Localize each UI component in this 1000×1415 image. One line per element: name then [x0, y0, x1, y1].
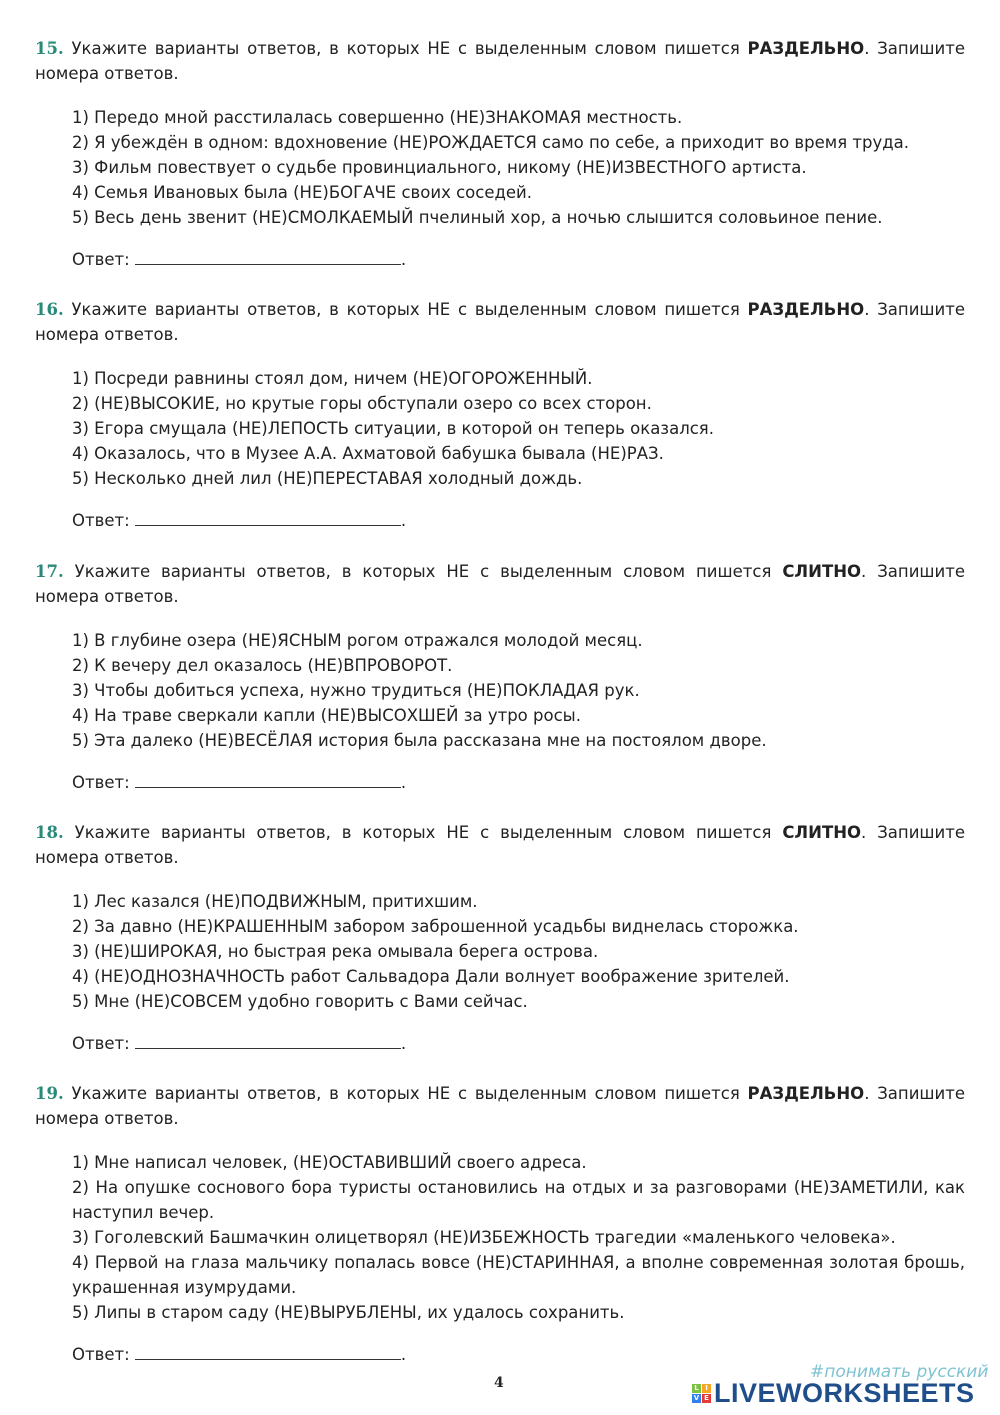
option-item: 3) Чтобы добиться успеха, нужно трудиться (НЕ)ПОКЛАДАЯ рук. — [72, 681, 640, 700]
option-item: 4) Оказалось, что в Музее А.А. Ахматовой бабушка бывала (НЕ)РАЗ. — [72, 444, 664, 463]
logo-text: LIVEWORKSHEETS — [714, 1378, 975, 1408]
option-item: 3) (НЕ)ШИРОКАЯ, но быстрая река омывала берега острова. — [72, 942, 599, 961]
option-item: 3) Фильм повествует о судьбе провинциального, никому (НЕ)ИЗВЕСТНОГО артиста. — [72, 158, 807, 177]
prompt-keyword: РАЗДЕЛЬНО — [747, 300, 865, 319]
answer-options — [35, 628, 965, 753]
answer-label: Ответ: — [72, 511, 130, 530]
option-item: 2) К вечеру дел оказалось (НЕ)ВПРОВОРОТ. — [72, 656, 453, 675]
answer-row — [35, 1031, 965, 1056]
question-15 — [35, 36, 965, 272]
question-number: 16. — [35, 300, 64, 319]
prompt-keyword: СЛИТНО — [782, 562, 862, 581]
option-item: 3) Гоголевский Башмачкин олицетворял (НЕ)ИЗБЕЖНОСТЬ трагедии «маленького человека». — [72, 1228, 896, 1247]
option-item: 1) Лес казался (НЕ)ПОДВИЖНЫМ, притихшим. — [72, 892, 478, 911]
hashtag: #понимать русский — [810, 1362, 989, 1382]
option-item: 1) Посреди равнины стоял дом, ничем (НЕ)ОГОРОЖЕННЫЙ. — [72, 369, 593, 388]
question-16 — [35, 297, 965, 533]
answer-input-line[interactable] — [135, 771, 401, 788]
question-prompt — [35, 820, 965, 870]
option-item: 4) На траве сверкали капли (НЕ)ВЫСОХШЕЙ за утро росы. — [72, 706, 581, 725]
option-item: 4) (НЕ)ОДНОЗНАЧНОСТЬ работ Сальвадора Дали волнует воображение зрителей. — [72, 967, 790, 986]
question-number: 15. — [35, 39, 64, 58]
question-number: 18. — [35, 823, 64, 842]
question-19 — [35, 1081, 965, 1367]
answer-end: . — [400, 511, 407, 530]
answer-row — [35, 247, 965, 272]
question-prompt — [35, 1081, 965, 1131]
answer-label: Ответ: — [72, 773, 130, 792]
question-18 — [35, 820, 965, 1056]
liveworksheets-logo — [692, 1378, 975, 1409]
question-prompt — [35, 36, 965, 86]
prompt-text-end: . Запишите номера ответов. — [35, 823, 966, 867]
option-item: 2) Я убеждён в одном: вдохновение (НЕ)РОЖДАЕТСЯ само по себе, а приходит во время труда. — [72, 133, 910, 152]
option-item: 2) На опушке соснового бора туристы остановились на отдых и за разговорами (НЕ)ЗАМЕТИЛИ, как наступил вечер. — [72, 1178, 965, 1222]
question-number: 17. — [35, 562, 64, 581]
logo-cubes-icon: L I V E — [692, 1384, 711, 1403]
answer-options — [35, 105, 965, 230]
question-prompt — [35, 297, 965, 347]
option-item: 1) Мне написал человек, (НЕ)ОСТАВИВШИЙ своего адреса. — [72, 1153, 587, 1172]
prompt-keyword: РАЗДЕЛЬНО — [747, 39, 865, 58]
answer-label: Ответ: — [72, 250, 130, 269]
prompt-text: Укажите варианты ответов, в которых НЕ с выделенным словом пишется — [63, 823, 783, 842]
prompt-text: Укажите варианты ответов, в которых НЕ с выделенным словом пишется — [63, 562, 783, 581]
answer-label: Ответ: — [72, 1345, 130, 1364]
option-item: 5) Несколько дней лил (НЕ)ПЕРЕСТАВАЯ холодный дождь. — [72, 469, 583, 488]
option-item: 2) (НЕ)ВЫСОКИЕ, но крутые горы обступали озеро со всех сторон. — [72, 394, 652, 413]
answer-input-line[interactable] — [135, 1032, 401, 1049]
answer-row — [35, 770, 965, 795]
prompt-text-end: . Запишите номера ответов. — [35, 39, 965, 83]
answer-label: Ответ: — [72, 1034, 130, 1053]
prompt-keyword: СЛИТНО — [782, 823, 862, 842]
answer-options — [35, 366, 965, 491]
prompt-text-end: . Запишите номера ответов. — [35, 300, 965, 344]
prompt-text: Укажите варианты ответов, в которых НЕ с выделенным словом пишется — [63, 1084, 748, 1103]
answer-end: . — [400, 250, 407, 269]
answer-input-line[interactable] — [135, 248, 401, 265]
question-number: 19. — [35, 1084, 64, 1103]
option-item: 5) Липы в старом саду (НЕ)ВЫРУБЛЕНЫ, их удалось сохранить. — [72, 1303, 625, 1322]
option-item: 5) Мне (НЕ)СОВСЕМ удобно говорить с Вами сейчас. — [72, 992, 528, 1011]
option-item: 5) Эта далеко (НЕ)ВЕСЁЛАЯ история была рассказана мне на постоялом дворе. — [72, 731, 767, 750]
option-item: 2) За давно (НЕ)КРАШЕННЫМ забором заброшенной усадьбы виднелась сторожка. — [72, 917, 799, 936]
answer-input-line[interactable] — [135, 1343, 401, 1360]
option-item: 5) Весь день звенит (НЕ)СМОЛКАЕМЫЙ пчелиный хор, а ночью слышится соловьиное пение. — [72, 208, 883, 227]
prompt-text-end: . Запишите номера ответов. — [35, 562, 966, 606]
answer-end: . — [400, 1345, 407, 1364]
prompt-keyword: РАЗДЕЛЬНО — [747, 1084, 865, 1103]
option-item: 1) В глубине озера (НЕ)ЯСНЫМ рогом отражался молодой месяц. — [72, 631, 643, 650]
prompt-text: Укажите варианты ответов, в которых НЕ с выделенным словом пишется — [63, 39, 748, 58]
question-prompt — [35, 559, 965, 609]
answer-input-line[interactable] — [135, 509, 401, 526]
option-item: 4) Первой на глаза мальчику попалась вовсе (НЕ)СТАРИННАЯ, а вполне современная золотая брошь, украшенная изумрудами. — [72, 1253, 965, 1297]
answer-row — [35, 508, 965, 533]
question-17 — [35, 559, 965, 795]
prompt-text-end: . Запишите номера ответов. — [35, 1084, 965, 1128]
answer-end: . — [400, 1034, 407, 1053]
option-item: 4) Семья Ивановых была (НЕ)БОГАЧЕ своих соседей. — [72, 183, 533, 202]
answer-options — [35, 1150, 965, 1325]
page-number: 4 — [494, 1375, 504, 1391]
answer-options — [35, 889, 965, 1014]
answer-end: . — [400, 773, 407, 792]
option-item: 1) Передо мной расстилалась совершенно (НЕ)ЗНАКОМАЯ местность. — [72, 108, 683, 127]
prompt-text: Укажите варианты ответов, в которых НЕ с выделенным словом пишется — [63, 300, 748, 319]
option-item: 3) Егора смущала (НЕ)ЛЕПОСТЬ ситуации, в которой он теперь оказался. — [72, 419, 714, 438]
